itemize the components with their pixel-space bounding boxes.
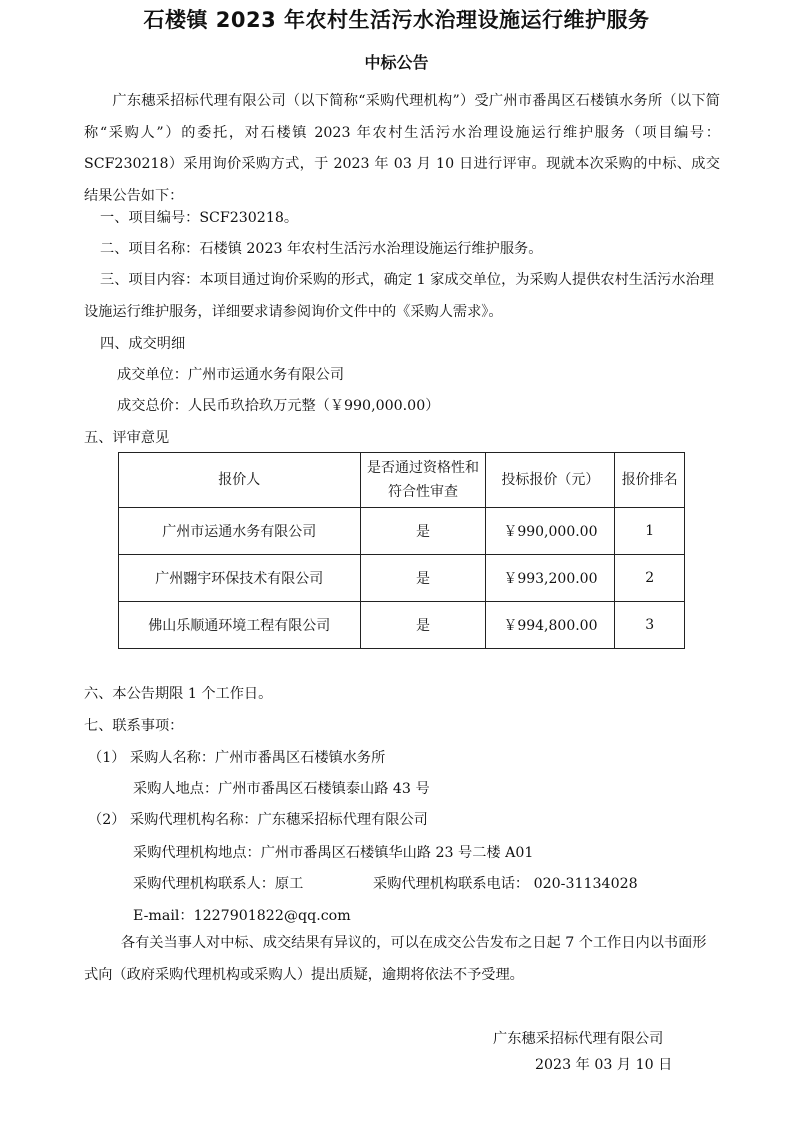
signer-name: 广东穗采招标代理有限公司 [493, 1031, 664, 1047]
cell-rank: 1 [615, 508, 685, 555]
item-contacts: 七、联系事项： [84, 718, 184, 734]
purchaser-name: （1） 采购人名称：广州市番禺区石楼镇水务所 [88, 750, 386, 766]
cell-bidder: 广州市运通水务有限公司 [119, 508, 361, 555]
purchaser-address: 采购人地点：广州市番禺区石楼镇泰山路 43 号 [133, 781, 430, 797]
cell-rank: 2 [615, 555, 685, 602]
cell-bid-price: ￥993,200.00 [486, 555, 615, 602]
item-transaction-details: 四、成交明细 [100, 336, 186, 352]
page-subtitle: 中标公告 [364, 53, 429, 72]
signature-date: 2023 年 03 月 10 日 [535, 1057, 673, 1073]
cell-qualification: 是 [360, 555, 486, 602]
table-row [119, 508, 685, 555]
item-project-name: 二、项目名称：石楼镇 2023 年农村生活污水治理设施运行维护服务。 [100, 241, 543, 257]
page-title: 石楼镇 2023 年农村生活污水治理设施运行维护服务 [143, 8, 650, 32]
cell-qualification: 是 [360, 602, 486, 649]
review-table [118, 452, 685, 649]
header-bidder: 报价人 [119, 453, 361, 508]
table-row [119, 555, 685, 602]
winner-unit: 成交单位：广州市运通水务有限公司 [117, 367, 345, 383]
total-price: 成交总价：人民币玖拾玖万元整（￥990,000.00） [117, 398, 440, 414]
cell-bid-price: ￥990,000.00 [486, 508, 615, 555]
cell-bidder: 佛山乐顺通环境工程有限公司 [119, 602, 361, 649]
cell-bidder: 广州翾宇环保技术有限公司 [119, 555, 361, 602]
table-header-row [119, 453, 685, 508]
cell-bid-price: ￥994,800.00 [486, 602, 615, 649]
agency-contact-person: 采购代理机构联系人：原工 [133, 876, 304, 892]
item-project-content: 三、项目内容：本项目通过询价采购的形式，确定 1 家成交单位，为采购人提供农村生活污水治理设施运行维护服务，详细要求请参阅询价文件中的《采购人需求》。 [84, 272, 714, 320]
item-review-opinion: 五、评审意见 [84, 430, 170, 446]
agency-contact-phone: 采购代理机构联系电话： 020-31134028 [373, 876, 638, 892]
agency-name: （2） 采购代理机构名称：广东穗采招标代理有限公司 [88, 812, 428, 828]
header-qualification: 是否通过资格性和符合性审查 [360, 453, 486, 508]
item-notice-period: 六、本公告期限 1 个工作日。 [84, 686, 273, 702]
header-bid-price: 投标报价（元） [486, 453, 615, 508]
agency-email: E-mail：1227901822@qq.com [133, 908, 351, 924]
item-project-number: 一、项目编号：SCF230218。 [100, 210, 299, 226]
agency-address: 采购代理机构地点：广州市番禺区石楼镇华山路 23 号二楼 A01 [133, 845, 534, 861]
table-row [119, 602, 685, 649]
objection-paragraph: 各有关当事人对中标、成交结果有异议的，可以在成交公告发布之日起 7 个工作日内以书面形式向（政府采购代理机构或采购人）提出质疑，逾期将依法不予受理。 [84, 935, 707, 983]
cell-rank: 3 [615, 602, 685, 649]
cell-qualification: 是 [360, 508, 486, 555]
header-rank: 报价排名 [615, 453, 685, 508]
intro-paragraph: 广东穗采招标代理有限公司（以下简称“采购代理机构”）受广州市番禺区石楼镇水务所（以下简称“采购人”）的委托，对石楼镇 2023 年农村生活污水治理设施运行维护服务（项目编号：SCF230218）采用询价采购方式，于 2023 年 03 月 10 日进行评审。现就本次采购的中标、成交结果公告如下： [84, 93, 720, 204]
